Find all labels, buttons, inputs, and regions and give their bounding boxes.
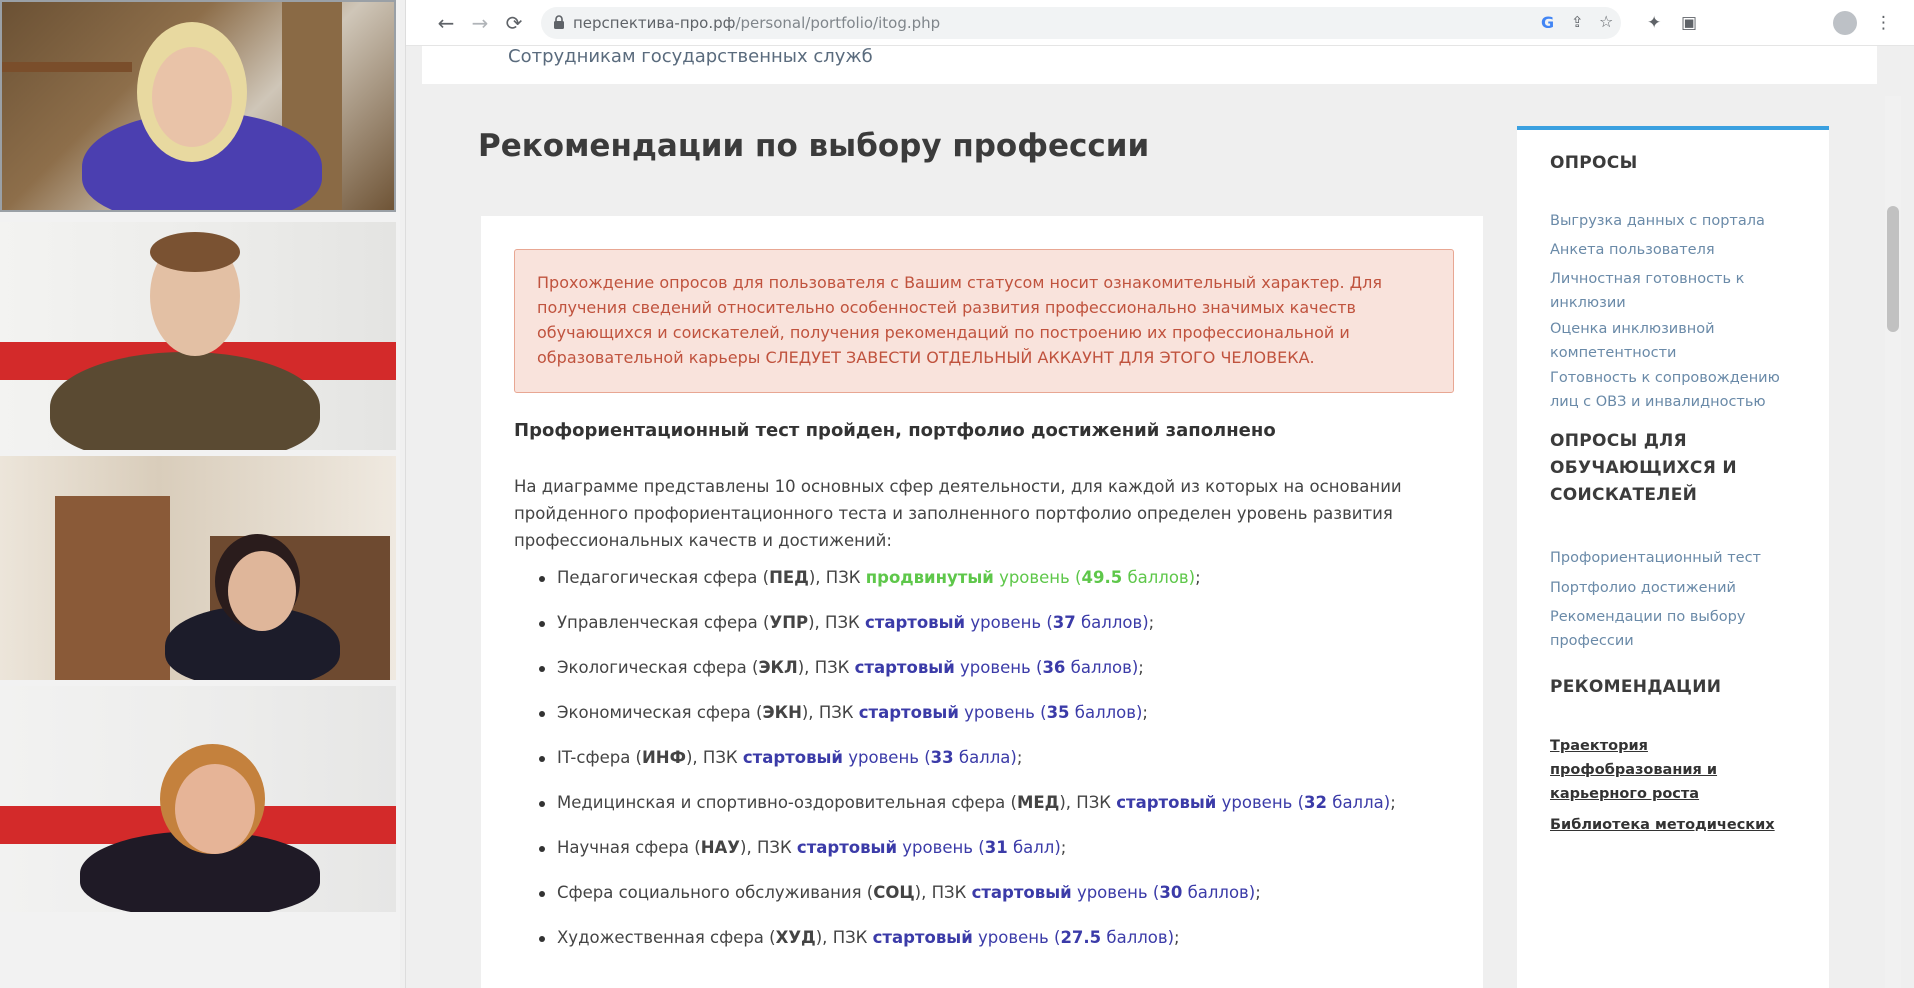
intro-text: На диаграмме представлены 10 основных сфер деятельности, для каждой из которых на основании пройденного профориентационного теста и заполненного портфолио определен уровень развития профессиональных качеств и достижений: (514, 477, 1402, 550)
sphere-item: Медицинская и спортивно-оздоровительная сфера (МЕД), ПЗК стартовый уровень (32 балла); (514, 789, 1464, 834)
sphere-level-word: уровень (1221, 793, 1293, 812)
sidebar-link-user-questionnaire[interactable]: Анкета пользователя (1550, 242, 1715, 258)
participant-face (152, 47, 232, 147)
sphere-unit: баллов (1081, 613, 1143, 632)
sphere-paren-open: ( (1292, 793, 1305, 812)
scrollbar-thumb[interactable] (1887, 206, 1899, 332)
sphere-score: 35 (1046, 703, 1070, 722)
sphere-name: IT-сфера (557, 748, 631, 767)
sphere-unit: баллов (1127, 568, 1189, 587)
sidebar-link-career-trajectory[interactable]: Траектория профобразования и карьерного роста (1550, 738, 1718, 802)
sphere-unit: баллов (1070, 658, 1132, 677)
sphere-unit: баллов (1106, 928, 1168, 947)
sidepanel-icon[interactable]: ▣ (1681, 13, 1698, 33)
sphere-level: стартовый (796, 838, 898, 857)
url-host: перспектива-про.рф (573, 14, 736, 32)
sphere-code: СОЦ (873, 883, 915, 902)
sidebar-link-methodical-library[interactable]: Библиотека методических (1550, 817, 1775, 833)
sphere-score: 36 (1042, 658, 1066, 677)
reload-icon[interactable]: ⟳ (505, 11, 523, 35)
sphere-code: ХУД (775, 928, 816, 947)
video-participants-panel (0, 0, 400, 988)
address-bar[interactable] (541, 7, 1621, 39)
sphere-paren-close: ) (1142, 613, 1149, 632)
extensions-icon[interactable]: ✦ (1647, 13, 1662, 33)
sphere-paren-open: ( (1069, 568, 1082, 587)
sidebar-link-recommendations[interactable]: Рекомендации по выбору профессии (1550, 609, 1746, 649)
sphere-level-word: уровень (964, 703, 1035, 722)
sphere-pzk: ПЗК (1076, 793, 1111, 812)
sphere-paren-open: ( (1030, 658, 1043, 677)
sphere-level-word: уровень (978, 928, 1049, 947)
sphere-score: 32 (1304, 793, 1328, 812)
content-card (481, 216, 1483, 988)
sphere-level: стартовый (872, 928, 973, 947)
page-title: Рекомендации по выбору профессии (478, 128, 1150, 164)
sidebar-link-portfolio[interactable]: Портфолио достижений (1550, 580, 1736, 596)
sidebar-heading-recommendations: РЕКОМЕНДАЦИИ (1550, 677, 1722, 697)
sphere-paren-close: ) (1010, 748, 1017, 767)
participant-face (175, 764, 255, 854)
sphere-name: Художественная сфера (557, 928, 764, 947)
sphere-code: ЭКН (762, 703, 802, 722)
sphere-unit: баллов (1187, 883, 1249, 902)
sphere-code: НАУ (700, 838, 741, 857)
sphere-level-word: уровень (960, 658, 1031, 677)
browser-window (405, 0, 1914, 988)
sphere-level: стартовый (864, 613, 966, 632)
sphere-paren-close: ) (1054, 838, 1061, 857)
sphere-item: Экономическая сфера (ЭКН), ПЗК стартовый уровень (35 баллов); (514, 699, 1464, 744)
sphere-paren-open: ( (1048, 928, 1061, 947)
sphere-pzk: ПЗК (832, 928, 868, 947)
back-arrow-icon[interactable]: ← (437, 11, 455, 35)
sphere-level: стартовый (971, 883, 1072, 902)
url-text (573, 14, 940, 32)
sphere-level: продвинутый (865, 568, 994, 587)
sidebar-link-inclusion-readiness[interactable]: Личностная готовность к инклюзии (1550, 271, 1745, 311)
participant-hair (150, 232, 240, 272)
sphere-level-word: уровень (999, 568, 1070, 587)
page-scrollbar[interactable] (1885, 96, 1901, 988)
sphere-paren-close: ) (1131, 658, 1139, 677)
sphere-name: Педагогическая сфера (557, 568, 758, 587)
profile-avatar-icon[interactable] (1833, 11, 1857, 35)
sphere-item: Сфера социального обслуживания (СОЦ), ПЗК стартовый уровень (30 баллов); (514, 879, 1464, 924)
sphere-unit: балла (1332, 793, 1384, 812)
participant-video-1[interactable] (0, 0, 396, 212)
spheres-list (514, 564, 1464, 969)
sphere-pzk: ПЗК (756, 838, 792, 857)
sphere-item: Художественная сфера (ХУД), ПЗК стартовый уровень (27.5 баллов); (514, 924, 1464, 969)
sphere-pzk: ПЗК (818, 703, 854, 722)
share-icon[interactable]: ⇪ (1571, 13, 1584, 31)
lock-icon (553, 15, 565, 29)
sphere-score: 30 (1159, 883, 1183, 902)
sphere-item: Экологическая сфера (ЭКЛ), ПЗК стартовый уровень (36 баллов); (514, 654, 1464, 699)
sphere-code: ЭКЛ (758, 658, 798, 677)
sphere-pzk: ПЗК (702, 748, 738, 767)
sphere-name: Экологическая сфера (557, 658, 747, 677)
site-top-nav (422, 46, 1877, 84)
sphere-pzk: ПЗК (931, 883, 967, 902)
sphere-level-word: уровень (970, 613, 1042, 632)
sphere-score: 31 (984, 838, 1008, 857)
sidebar-heading-students: ОПРОСЫ ДЛЯ ОБУЧАЮЩИХСЯ И СОИСКАТЕЛЕЙ (1550, 431, 1737, 505)
url-path: /personal/portfolio/itog.php (735, 14, 941, 32)
participant-video-3[interactable] (0, 456, 396, 680)
web-page (406, 46, 1914, 988)
bookshelf (2, 62, 132, 72)
sphere-name: Экономическая сфера (557, 703, 751, 722)
sphere-unit: балла (958, 748, 1011, 767)
sphere-code: МЕД (1016, 793, 1060, 812)
sphere-item: Научная сфера (НАУ), ПЗК стартовый уровень (31 балл); (514, 834, 1464, 879)
menu-dots-icon[interactable]: ⋮ (1875, 13, 1892, 33)
warning-alert: Прохождение опросов для пользователя с Вашим статусом носит ознакомительный характер. Для получения сведений относительно особенностей развития профессионально значимых качеств обучающихся и соискателей, получения рекомендаций по построению их профессиональной и образовательной карьеры СЛЕДУЕТ ЗАВЕСТИ ОТДЕЛЬНЫЙ АККАУНТ ДЛЯ ЭТОГО ЧЕЛОВЕКА. (514, 249, 1454, 393)
sphere-paren-close: ) (1248, 883, 1256, 902)
sphere-level-word: уровень (902, 838, 974, 857)
bookmark-star-icon[interactable]: ☆ (1599, 12, 1614, 31)
sphere-name: Сфера социального обслуживания (557, 883, 862, 902)
sphere-code: ПЕД (769, 568, 809, 587)
sphere-paren-open: ( (973, 838, 985, 857)
sphere-item: Управленческая сфера (УПР), ПЗК стартовый уровень (37 баллов); (514, 609, 1464, 654)
sphere-paren-close: ) (1167, 928, 1175, 947)
sphere-score: 33 (930, 748, 954, 767)
sphere-level: стартовый (742, 748, 843, 767)
sphere-score: 37 (1052, 613, 1076, 632)
sidebar-link-inclusive-competence[interactable]: Оценка инклюзивной компетентности (1550, 321, 1715, 361)
forward-arrow-icon[interactable]: → (471, 11, 489, 35)
sphere-paren-open: ( (918, 748, 931, 767)
google-translate-icon[interactable]: G (1541, 13, 1555, 32)
sphere-code: УПР (769, 613, 809, 632)
sphere-unit: баллов (1074, 703, 1136, 722)
sidebar (1517, 126, 1829, 988)
sphere-name: Медицинская и спортивно-оздоровительная сфера (557, 793, 1006, 812)
sphere-paren-close: ) (1188, 568, 1196, 587)
participant-video-4[interactable] (0, 686, 396, 912)
sphere-level: стартовый (1116, 793, 1217, 812)
sphere-score: 49.5 (1081, 568, 1123, 587)
sphere-code: ИНФ (642, 748, 686, 767)
sphere-level: стартовый (854, 658, 955, 677)
sidebar-link-career-test[interactable]: Профориентационный тест (1550, 550, 1762, 566)
sphere-level-word: уровень (848, 748, 919, 767)
participant-video-2[interactable] (0, 222, 396, 450)
sphere-paren-close: ) (1383, 793, 1391, 812)
participant-face (228, 551, 296, 631)
sphere-paren-open: ( (1147, 883, 1160, 902)
sidebar-heading-surveys: ОПРОСЫ (1550, 153, 1638, 173)
sphere-item: IT-сфера (ИНФ), ПЗК стартовый уровень (33 балла); (514, 744, 1464, 789)
sphere-pzk: ПЗК (825, 613, 860, 632)
sphere-level-word: уровень (1076, 883, 1148, 902)
sphere-pzk: ПЗК (814, 658, 850, 677)
sphere-name: Научная сфера (557, 838, 690, 857)
nav-link-gov-employees[interactable]: Сотрудникам государственных служб (508, 46, 873, 67)
section-heading: Профориентационный тест пройден, портфолио достижений заполнено (514, 420, 1276, 441)
sphere-paren-close: ) (1135, 703, 1143, 722)
sphere-paren-open: ( (1034, 703, 1047, 722)
sphere-score: 27.5 (1060, 928, 1102, 947)
sphere-item: Педагогическая сфера (ПЕД), ПЗК продвинутый уровень (49.5 баллов); (514, 564, 1464, 609)
sphere-pzk: ПЗК (825, 568, 861, 587)
sidebar-link-support-readiness[interactable]: Готовность к сопровождению лиц с ОВЗ и инвалидностью (1550, 370, 1780, 410)
sphere-name: Управленческая сфера (557, 613, 758, 632)
sphere-unit: балл (1012, 838, 1055, 857)
sphere-level: стартовый (858, 703, 959, 722)
bookshelf (55, 496, 170, 680)
sidebar-link-data-export[interactable]: Выгрузка данных с портала (1550, 213, 1765, 229)
sphere-paren-open: ( (1041, 613, 1053, 632)
browser-toolbar (406, 0, 1914, 46)
